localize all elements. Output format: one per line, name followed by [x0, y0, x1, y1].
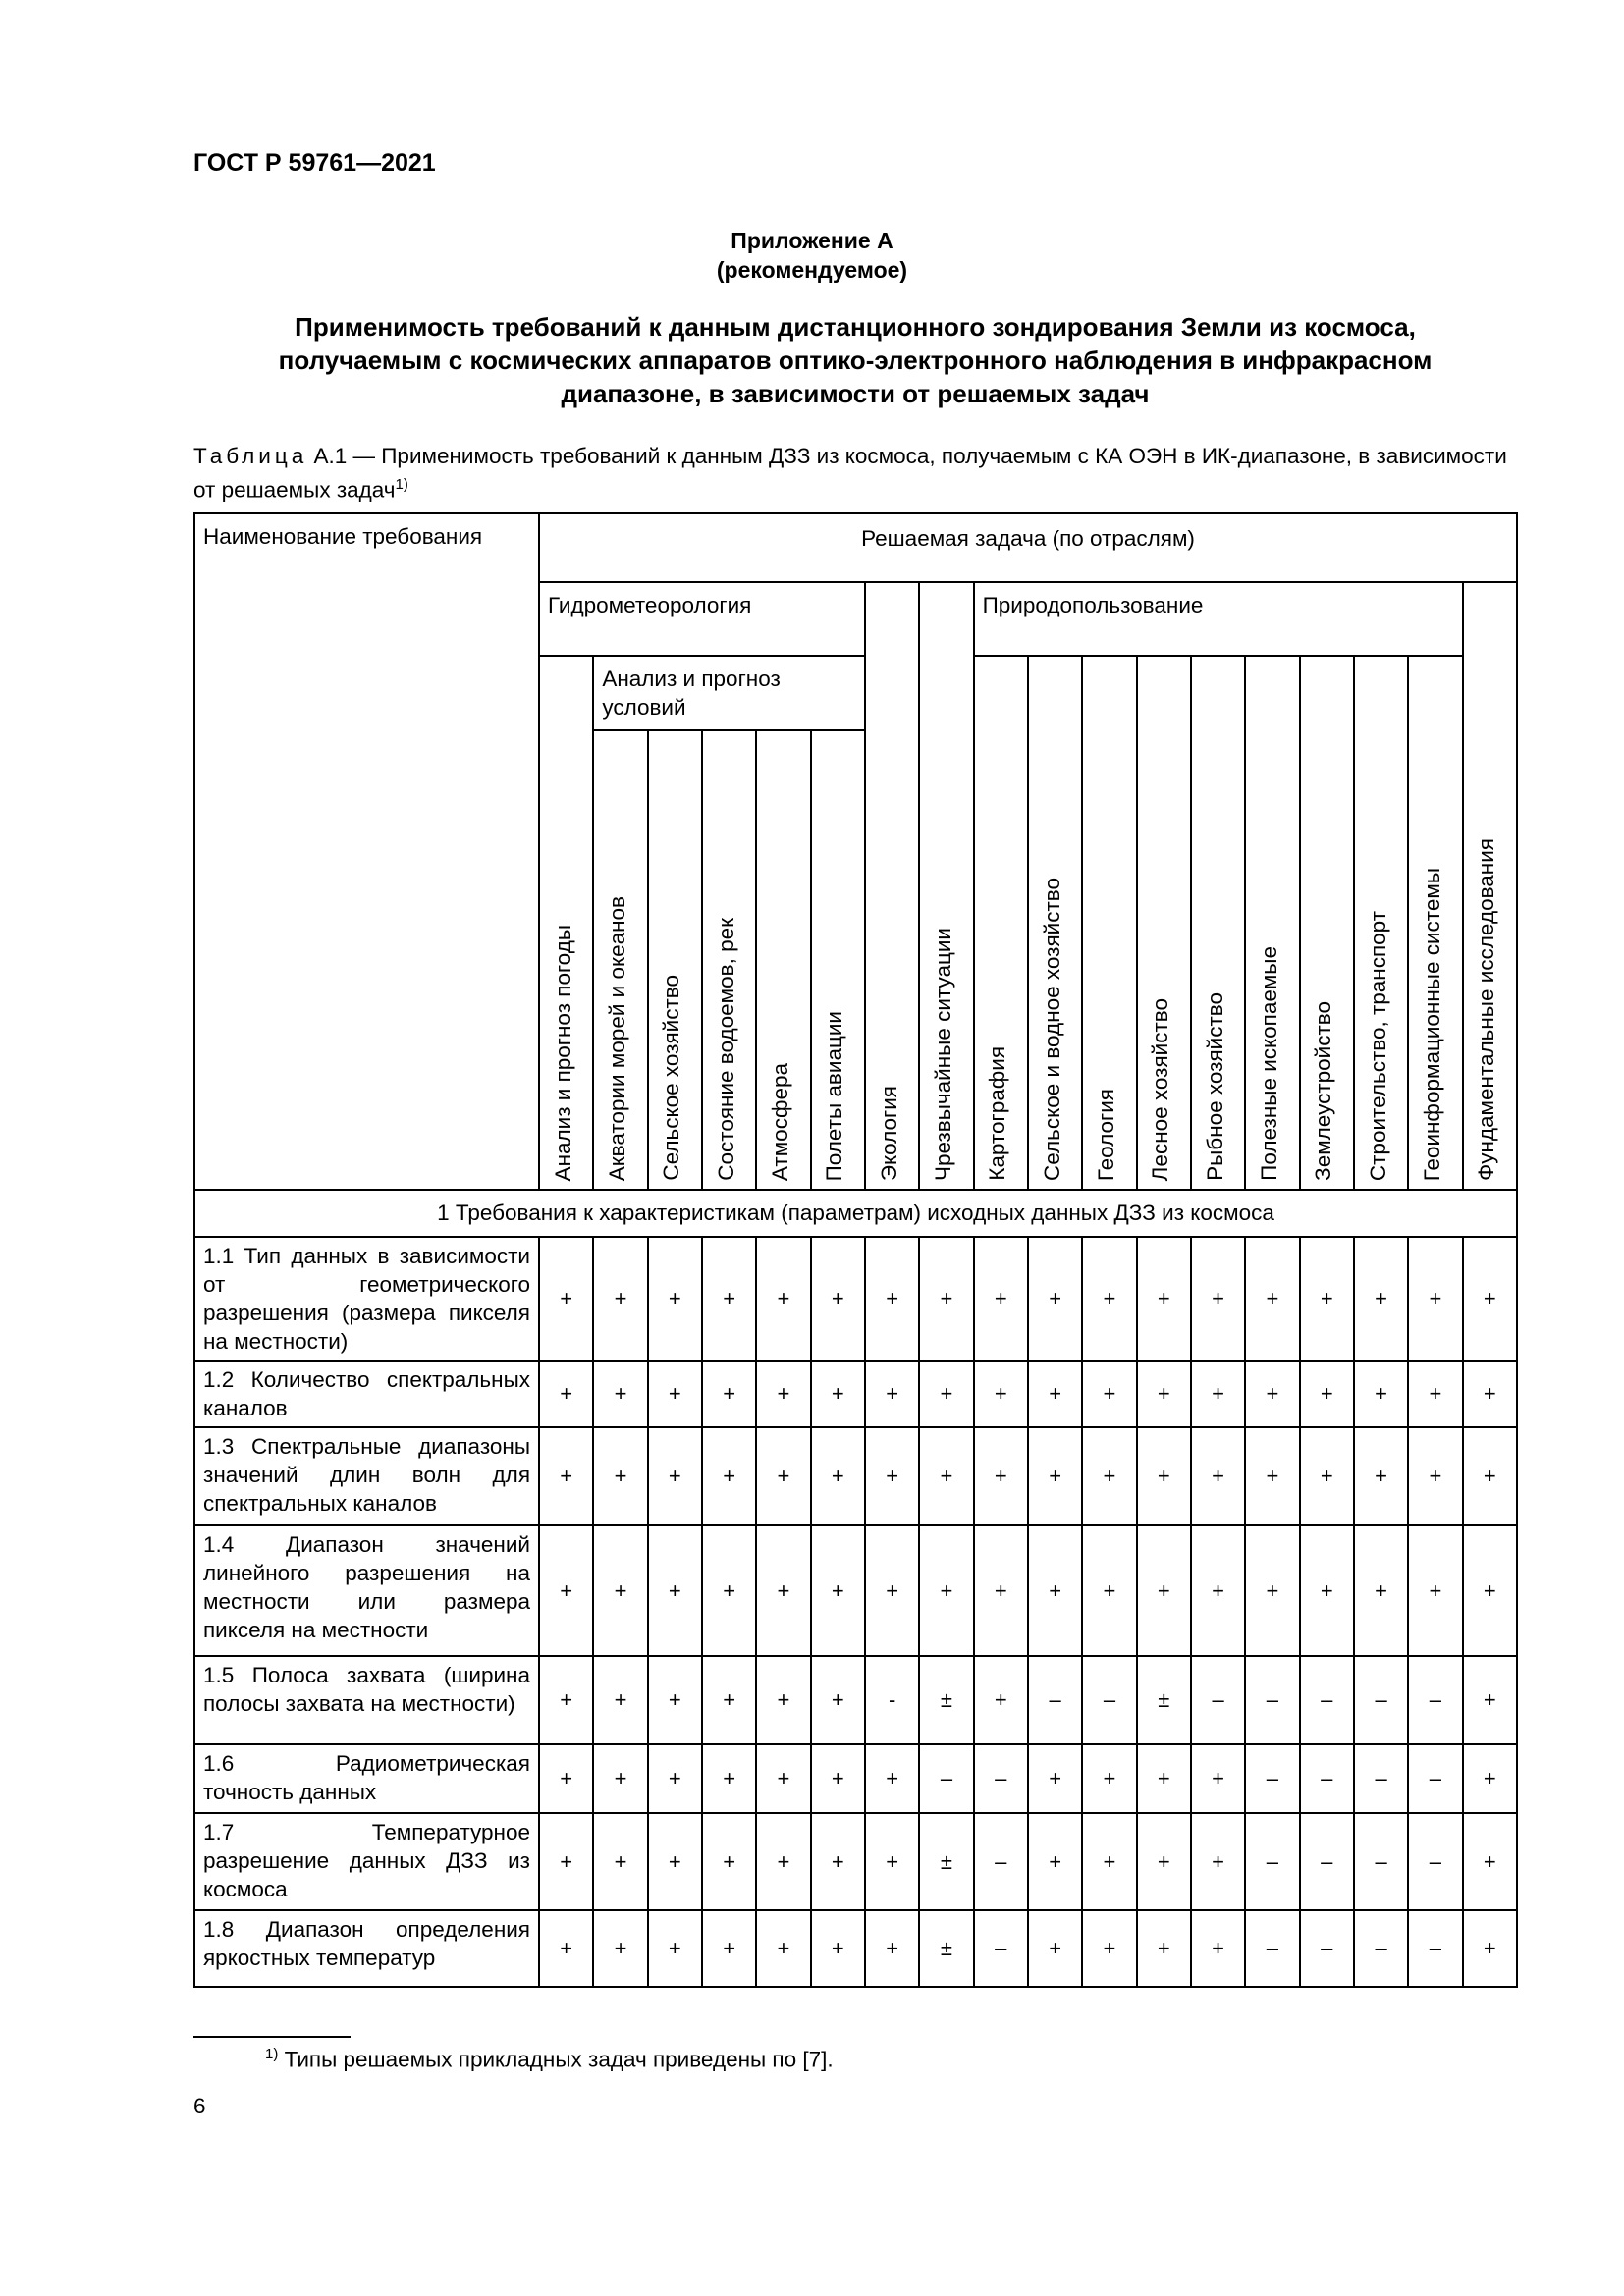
applicability-cell: – [1300, 1813, 1354, 1910]
document-header: ГОСТ Р 59761—2021 [193, 149, 436, 177]
appendix-title: Приложение А [731, 228, 893, 253]
applicability-cell: + [1408, 1237, 1462, 1361]
applicability-cell: + [1463, 1237, 1517, 1361]
table-caption [193, 442, 1517, 505]
applicability-cell: + [756, 1744, 810, 1813]
applicability-cell: + [1463, 1744, 1517, 1813]
applicability-cell: + [919, 1361, 973, 1427]
table-row [194, 1744, 1517, 1813]
section-row [194, 1190, 1517, 1237]
applicability-cell: + [1191, 1910, 1245, 1987]
applicability-cell: + [648, 1910, 702, 1987]
applicability-cell: + [648, 1361, 702, 1427]
applicability-cell: + [974, 1656, 1028, 1744]
column-header-label: Сельское и водное хозяйство [1039, 878, 1064, 1181]
table-row [194, 1525, 1517, 1656]
applicability-cell: + [1082, 1427, 1136, 1525]
applicability-cell: + [1245, 1237, 1299, 1361]
applicability-cell: + [1082, 1237, 1136, 1361]
applicability-cell: + [865, 1910, 919, 1987]
column-header [1191, 656, 1245, 1190]
applicability-cell: – [1245, 1910, 1299, 1987]
requirement-cell [194, 1525, 539, 1656]
applicability-cell: + [702, 1525, 756, 1656]
requirement-name: 1.1 Тип данных в зависимости от геометрического разрешения (размера пикселя на местности) [203, 1244, 530, 1354]
column-header-label: Анализ и прогноз погоды [550, 924, 575, 1181]
applicability-cell: + [1463, 1525, 1517, 1656]
section-title-cell [194, 1190, 1517, 1237]
req-header: Наименование требования [203, 524, 483, 549]
applicability-cell: + [1082, 1813, 1136, 1910]
column-header-label: Геология [1093, 1088, 1118, 1181]
applicability-cell: – [1245, 1656, 1299, 1744]
applicability-cell: + [756, 1656, 810, 1744]
applicability-cell: + [865, 1427, 919, 1525]
applicability-cell: + [648, 1744, 702, 1813]
applicability-cell: + [1137, 1910, 1191, 1987]
applicability-cell: + [756, 1813, 810, 1910]
applicability-cell: + [974, 1237, 1028, 1361]
applicability-cell: + [702, 1237, 756, 1361]
column-header [1354, 656, 1408, 1190]
applicability-cell: + [1028, 1813, 1082, 1910]
applicability-cell: + [1245, 1361, 1299, 1427]
applicability-cell: + [593, 1237, 647, 1361]
requirement-cell [194, 1361, 539, 1427]
req-header-cell [194, 513, 539, 1190]
column-header [1082, 656, 1136, 1190]
column-header [1245, 656, 1299, 1190]
applicability-cell: + [811, 1525, 865, 1656]
applicability-cell: ± [1137, 1656, 1191, 1744]
requirement-cell [194, 1744, 539, 1813]
footnote-mark: 1) [265, 2046, 279, 2062]
applicability-cell: + [974, 1525, 1028, 1656]
applicability-cell: – [1245, 1813, 1299, 1910]
applicability-cell: + [1082, 1525, 1136, 1656]
applicability-cell: + [756, 1525, 810, 1656]
requirement-name: 1.2 Количество спектральных каналов [203, 1367, 530, 1420]
column-header-label: Фундаментальные исследования [1474, 838, 1499, 1181]
applicability-cell: + [1137, 1813, 1191, 1910]
column-header [865, 582, 919, 1190]
applicability-cell: – [1354, 1813, 1408, 1910]
group-nature-use: Природопользование [982, 593, 1204, 617]
column-header [919, 582, 973, 1190]
applicability-cell: + [702, 1656, 756, 1744]
applicability-cell: – [1300, 1910, 1354, 1987]
applicability-cell: + [1028, 1910, 1082, 1987]
table-row [194, 1813, 1517, 1910]
requirement-name: 1.5 Полоса захвата (ширина полосы захвата на местности) [203, 1663, 530, 1716]
column-header [702, 730, 756, 1190]
applicability-cell: + [1028, 1744, 1082, 1813]
requirements-table [193, 512, 1518, 1988]
page-number: 6 [193, 2094, 206, 2118]
footnote-ref: 1) [395, 476, 408, 493]
applicability-cell: + [702, 1813, 756, 1910]
applicability-cell: + [593, 1656, 647, 1744]
applicability-cell: + [1082, 1910, 1136, 1987]
column-header [1300, 656, 1354, 1190]
requirement-name: 1.4 Диапазон значений линейного разрешения на местности или размера пикселя на местности [203, 1532, 530, 1642]
applicability-cell: + [539, 1656, 593, 1744]
applicability-cell: + [702, 1744, 756, 1813]
applicability-cell: + [974, 1361, 1028, 1427]
column-header [1137, 656, 1191, 1190]
applicability-cell: + [648, 1427, 702, 1525]
column-header-label: Акватории морей и океанов [604, 895, 629, 1181]
applicability-cell: + [1137, 1237, 1191, 1361]
applicability-cell: + [1028, 1237, 1082, 1361]
applicability-cell: + [1463, 1813, 1517, 1910]
column-header-label: Геоинформационные системы [1419, 867, 1444, 1181]
column-header-label: Состояние водоемов, рек [713, 918, 738, 1181]
applicability-cell: + [593, 1361, 647, 1427]
applicability-cell: + [539, 1910, 593, 1987]
column-header-label: Атмосфера [767, 1062, 792, 1181]
title-line: диапазоне, в зависимости от решаемых задач [561, 379, 1150, 408]
group-hydro-cell [539, 582, 865, 656]
section-label: 1 Требования к характеристикам (параметрам) исходных данных ДЗЗ из космоса [437, 1201, 1274, 1225]
applicability-cell: + [811, 1744, 865, 1813]
applicability-cell: + [865, 1813, 919, 1910]
column-header-label: Чрезвычайные ситуации [930, 927, 955, 1181]
applicability-cell: + [539, 1427, 593, 1525]
column-header [593, 730, 647, 1190]
column-header-label: Строительство, транспорт [1365, 910, 1390, 1181]
applicability-cell: + [1300, 1525, 1354, 1656]
applicability-cell: + [1137, 1427, 1191, 1525]
applicability-cell: + [811, 1361, 865, 1427]
applicability-cell: + [1191, 1361, 1245, 1427]
column-header-label: Картография [985, 1046, 1010, 1181]
applicability-cell: + [811, 1656, 865, 1744]
applicability-cell: + [593, 1427, 647, 1525]
applicability-cell: + [593, 1910, 647, 1987]
task-header-cell [539, 513, 1517, 582]
applicability-cell: – [1354, 1910, 1408, 1987]
applicability-cell: – [1354, 1656, 1408, 1744]
applicability-cell: + [648, 1525, 702, 1656]
applicability-cell: + [1028, 1525, 1082, 1656]
section-title [193, 310, 1517, 410]
footnote [265, 2046, 834, 2073]
caption-text: А.1 — Применимость требований к данным ДЗЗ из космоса, получаемым с КА ОЭН в ИК-диапазоне, в зависимости от решаемых задач [193, 444, 1507, 503]
group-hydrometeorology: Гидрометеорология [548, 593, 752, 617]
applicability-cell: + [1408, 1361, 1462, 1427]
column-header [1463, 582, 1517, 1190]
applicability-cell: + [593, 1525, 647, 1656]
applicability-cell: – [1245, 1744, 1299, 1813]
applicability-cell: + [865, 1525, 919, 1656]
table-row [194, 1427, 1517, 1525]
applicability-cell: + [811, 1813, 865, 1910]
applicability-cell: – [1300, 1744, 1354, 1813]
applicability-cell: + [1354, 1237, 1408, 1361]
applicability-cell: + [811, 1237, 865, 1361]
column-header [1408, 656, 1462, 1190]
applicability-cell: – [1408, 1744, 1462, 1813]
column-header-label: Экология [876, 1085, 901, 1181]
applicability-cell: + [1300, 1237, 1354, 1361]
applicability-cell: + [1082, 1361, 1136, 1427]
applicability-cell: + [1408, 1427, 1462, 1525]
applicability-cell: – [1082, 1656, 1136, 1744]
column-header [1028, 656, 1082, 1190]
applicability-cell: + [1191, 1744, 1245, 1813]
title-line: получаемым с космических аппаратов оптико-электронного наблюдения в инфракрасном [278, 346, 1433, 375]
applicability-cell: - [865, 1656, 919, 1744]
applicability-cell: + [919, 1427, 973, 1525]
applicability-cell: + [1463, 1427, 1517, 1525]
appendix-type: (рекомендуемое) [716, 257, 908, 283]
applicability-cell: – [1354, 1744, 1408, 1813]
applicability-cell: + [1137, 1744, 1191, 1813]
applicability-cell: – [974, 1910, 1028, 1987]
column-header-label: Полезные ископаемые [1256, 946, 1281, 1181]
caption-label: Таблица [193, 444, 308, 468]
applicability-cell: + [539, 1361, 593, 1427]
applicability-cell: ± [919, 1656, 973, 1744]
applicability-cell: + [1191, 1427, 1245, 1525]
applicability-cell: + [756, 1910, 810, 1987]
applicability-cell: + [1300, 1427, 1354, 1525]
column-header-label: Рыбное хозяйство [1202, 992, 1227, 1181]
table-row [194, 1237, 1517, 1361]
applicability-cell: + [974, 1427, 1028, 1525]
applicability-cell: + [865, 1237, 919, 1361]
requirement-name: 1.7 Температурное разрешение данных ДЗЗ из космоса [203, 1820, 530, 1901]
task-header: Решаемая задача (по отраслям) [861, 526, 1195, 551]
applicability-cell: + [539, 1237, 593, 1361]
applicability-cell: + [1028, 1361, 1082, 1427]
applicability-cell: + [1354, 1427, 1408, 1525]
applicability-cell: + [1463, 1910, 1517, 1987]
column-header [648, 730, 702, 1190]
column-header [756, 730, 810, 1190]
requirement-cell [194, 1656, 539, 1744]
applicability-cell: + [756, 1427, 810, 1525]
table-row [194, 1910, 1517, 1987]
applicability-cell: + [593, 1813, 647, 1910]
table-row [194, 1361, 1517, 1427]
applicability-cell: + [865, 1361, 919, 1427]
applicability-cell: + [919, 1237, 973, 1361]
requirement-cell [194, 1910, 539, 1987]
group-nature-cell [974, 582, 1463, 656]
column-header [539, 656, 593, 1190]
applicability-cell: + [811, 1427, 865, 1525]
column-header-label: Лесное хозяйство [1148, 997, 1173, 1181]
column-header-label: Землеустройство [1311, 1001, 1336, 1181]
applicability-cell: + [702, 1427, 756, 1525]
applicability-cell: – [1300, 1656, 1354, 1744]
applicability-cell: – [1408, 1910, 1462, 1987]
requirement-name: 1.6 Радиометрическая точность данных [203, 1751, 530, 1804]
applicability-cell: + [1463, 1656, 1517, 1744]
column-header [811, 730, 865, 1190]
applicability-cell: + [1137, 1361, 1191, 1427]
applicability-cell: + [1300, 1361, 1354, 1427]
applicability-cell: ± [919, 1813, 973, 1910]
applicability-cell: – [974, 1744, 1028, 1813]
subgroup-cell [593, 656, 865, 730]
column-header-label: Сельское хозяйство [659, 975, 684, 1181]
applicability-cell: + [756, 1361, 810, 1427]
applicability-cell: + [1082, 1744, 1136, 1813]
applicability-cell: + [1191, 1813, 1245, 1910]
applicability-cell: + [1191, 1525, 1245, 1656]
applicability-cell: + [702, 1361, 756, 1427]
table-row [194, 1656, 1517, 1744]
applicability-cell: – [1028, 1656, 1082, 1744]
requirement-cell [194, 1427, 539, 1525]
applicability-cell: + [702, 1910, 756, 1987]
applicability-cell: + [919, 1525, 973, 1656]
applicability-cell: + [539, 1813, 593, 1910]
applicability-cell: + [1028, 1427, 1082, 1525]
applicability-cell: + [1408, 1525, 1462, 1656]
applicability-cell: + [1463, 1361, 1517, 1427]
applicability-cell: + [811, 1910, 865, 1987]
applicability-cell: – [1408, 1813, 1462, 1910]
applicability-cell: – [1408, 1656, 1462, 1744]
requirement-cell [194, 1813, 539, 1910]
requirement-cell [194, 1237, 539, 1361]
column-header [974, 656, 1028, 1190]
applicability-cell: + [539, 1744, 593, 1813]
applicability-cell: + [648, 1656, 702, 1744]
applicability-cell: – [919, 1744, 973, 1813]
requirement-name: 1.8 Диапазон определения яркостных температур [203, 1917, 530, 1970]
subgroup-conditions: Анализ и прогноз условий [602, 667, 781, 720]
applicability-cell: ± [919, 1910, 973, 1987]
applicability-cell: + [756, 1237, 810, 1361]
footnote-divider [193, 2036, 351, 2038]
applicability-cell: – [974, 1813, 1028, 1910]
column-header-label: Полеты авиации [822, 1010, 847, 1181]
title-line: Применимость требований к данным дистанционного зондирования Земли из космоса, [295, 312, 1416, 342]
applicability-cell: + [1245, 1525, 1299, 1656]
requirement-name: 1.3 Спектральные диапазоны значений длин волн для спектральных каналов [203, 1434, 530, 1516]
applicability-cell: + [648, 1237, 702, 1361]
applicability-cell: + [1245, 1427, 1299, 1525]
footnote-text: Типы решаемых прикладных задач приведены по [7]. [278, 2047, 834, 2072]
applicability-cell: + [593, 1744, 647, 1813]
applicability-cell: + [1191, 1237, 1245, 1361]
applicability-cell: + [1137, 1525, 1191, 1656]
applicability-cell: + [648, 1813, 702, 1910]
applicability-cell: – [1191, 1656, 1245, 1744]
applicability-cell: + [1354, 1525, 1408, 1656]
applicability-cell: + [1354, 1361, 1408, 1427]
applicability-cell: + [865, 1744, 919, 1813]
applicability-cell: + [539, 1525, 593, 1656]
